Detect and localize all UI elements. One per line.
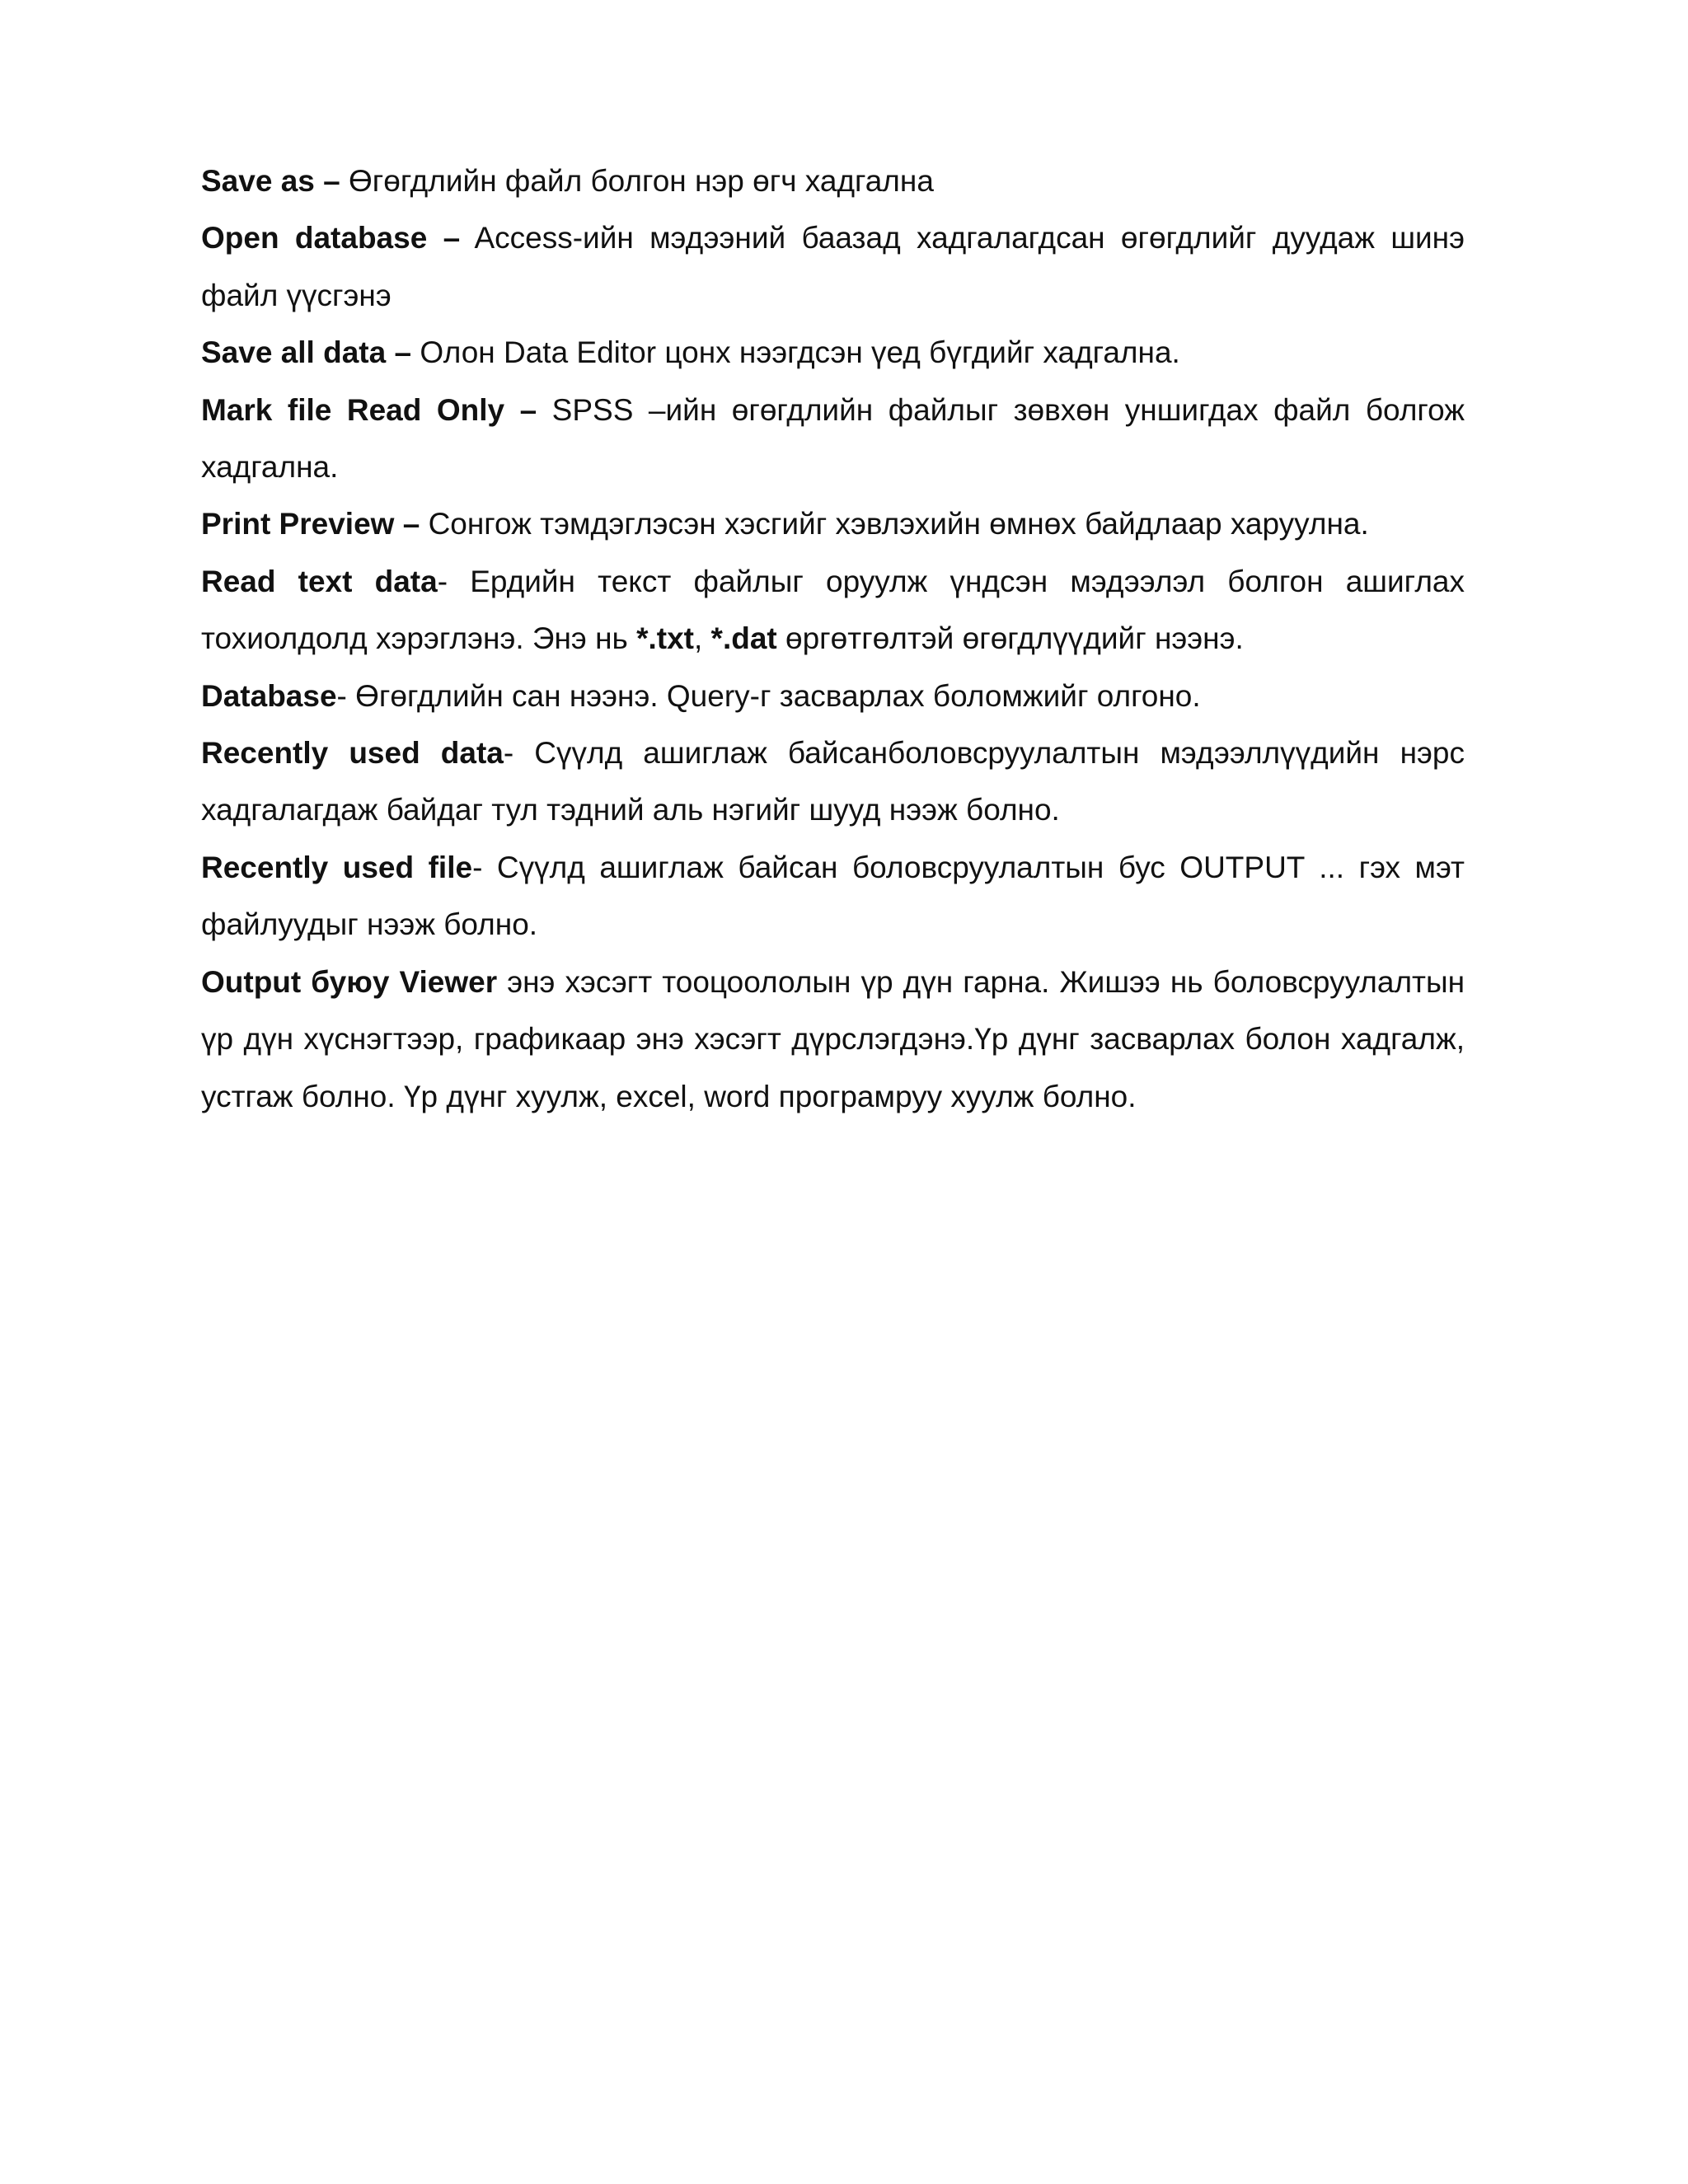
description-recently-used-file: - Сүүлд ашиглаж байсан боловсруулалтын бус OUTPUT ... гэх мэт файлуудыг нээж болно. [201, 850, 1465, 942]
extension-dat: *.dat [710, 621, 777, 656]
description-save-all-data: Олон Data Editor цонх нээгдсэн үед бүгдийг хадгална. [411, 335, 1180, 370]
paragraph-save-as [201, 152, 1465, 209]
paragraph-database [201, 668, 1465, 724]
term-save-as: Save as – [201, 164, 340, 198]
paragraph-save-all-data [201, 324, 1465, 381]
paragraph-read-text-data [201, 553, 1465, 668]
term-recently-used-file: Recently used file [201, 850, 473, 884]
term-database: Database [201, 678, 337, 713]
term-save-all-data: Save all data – [201, 335, 412, 370]
term-recently-used-data: Recently used data [201, 736, 504, 771]
description-save-as: Өгөгдлийн файл болгон нэр өгч хадгална [340, 164, 934, 198]
description-output-viewer: энэ хэсэгт тооцоололын үр дүн гарна. Жишээ нь боловсруулалтын үр дүн хүснэгтээр, графикаар энэ хэсэгт дүрслэгдэнэ.Үр дүнг засварлах болон хадгалж, устгаж болно. Үр дүнг хуулж, excel, word програмруу хуулж болно. [201, 964, 1465, 1113]
description-read-text-data: - Ердийн текст файлыг оруулж үндсэн мэдээлэл болгон ашиглах тохиолдолд хэрэглэнэ. Энэ нь [201, 564, 1465, 656]
document-body [201, 152, 1465, 1125]
extension-separator: , [693, 621, 711, 656]
term-print-preview: Print Preview – [201, 507, 420, 541]
extension-txt: *.txt [636, 621, 694, 656]
description-open-database: Access-ийн мэдээний баазад хадгалагдсан өгөгдлийг дуудаж шинэ файл үүсгэнэ [201, 221, 1465, 312]
description-print-preview: Сонгож тэмдэглэсэн хэсгийг хэвлэхийн өмнөх байдлаар харуулна. [420, 507, 1369, 541]
term-output-viewer: Output буюу Viewer [201, 964, 498, 999]
paragraph-recently-used-file [201, 839, 1465, 954]
term-read-text-data: Read text data [201, 564, 438, 598]
term-open-database: Open database – [201, 221, 461, 255]
term-mark-file-read-only: Mark file Read Only – [201, 392, 537, 427]
paragraph-print-preview [201, 495, 1465, 552]
description-database: - Өгөгдлийн сан нээнэ. Query-г засварлах боломжийг олгоно. [336, 678, 1201, 713]
paragraph-recently-used-data [201, 724, 1465, 839]
paragraph-open-database [201, 209, 1465, 324]
description-read-text-data-end: өргөтгөлтэй өгөгдлүүдийг нээнэ. [776, 621, 1244, 656]
description-mark-file-read-only: SPSS –ийн өгөгдлийн файлыг зөвхөн уншигдах файл болгож хадгална. [201, 392, 1465, 485]
description-recently-used-data: - Сүүлд ашиглаж байсанболовсруулалтын мэдээллүүдийн нэрс хадгалагдаж байдаг тул тэдний аль нэгийг шууд нээж болно. [201, 736, 1465, 827]
paragraph-mark-file-read-only [201, 382, 1465, 496]
paragraph-output-viewer [201, 954, 1465, 1125]
